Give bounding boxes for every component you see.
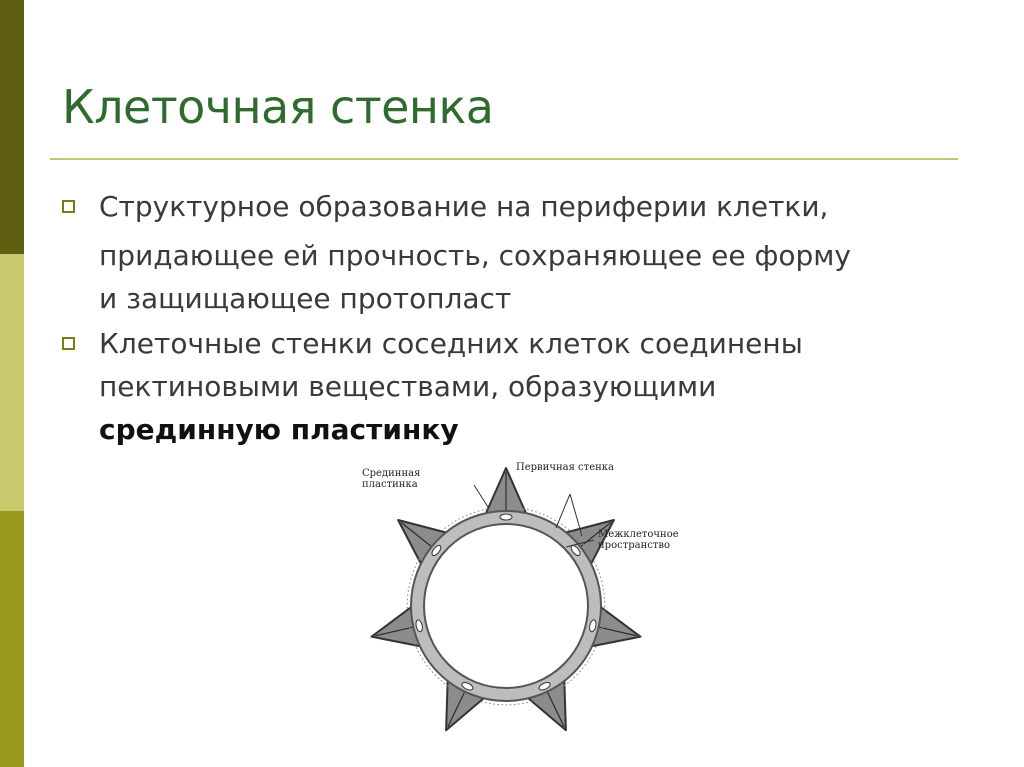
bullet-line: Структурное образование на периферии клетки, — [99, 190, 829, 223]
bullet-line: пектиновыми веществами, образующими — [99, 370, 717, 403]
intercellular-space — [500, 514, 512, 520]
bullet-line: придающее ей прочность, сохраняющее ее форму — [99, 239, 851, 272]
title-divider — [50, 158, 958, 160]
bullet-square-icon — [62, 337, 75, 350]
bullet-square-icon — [62, 200, 75, 213]
leader-line-primary-wall — [556, 494, 570, 528]
protoplast-area — [424, 524, 588, 688]
side-bar-light — [0, 254, 24, 511]
bullet-line: и защищающее протопласт — [99, 282, 512, 315]
cell-wall-figure — [356, 452, 656, 740]
bullet-item — [62, 185, 1012, 320]
bullet-line-emphasis: срединную пластинку — [99, 413, 459, 446]
bullet-list — [62, 185, 1012, 451]
side-bar-dark — [0, 0, 24, 254]
slide-title: Клеточная стенка — [62, 80, 494, 134]
label-intercellular-space: Межклеточное пространство — [598, 529, 679, 551]
bullet-item — [62, 322, 1012, 451]
side-bar-mid — [0, 511, 24, 767]
bullet-line: Клеточные стенки соседних клеток соединены — [99, 327, 803, 360]
leader-line-middle-lamella — [474, 485, 488, 507]
label-primary-wall: Первичная стенка — [516, 462, 614, 473]
cell-wall-diagram — [356, 452, 679, 740]
label-middle-lamella: Срединная пластинка — [362, 468, 421, 490]
